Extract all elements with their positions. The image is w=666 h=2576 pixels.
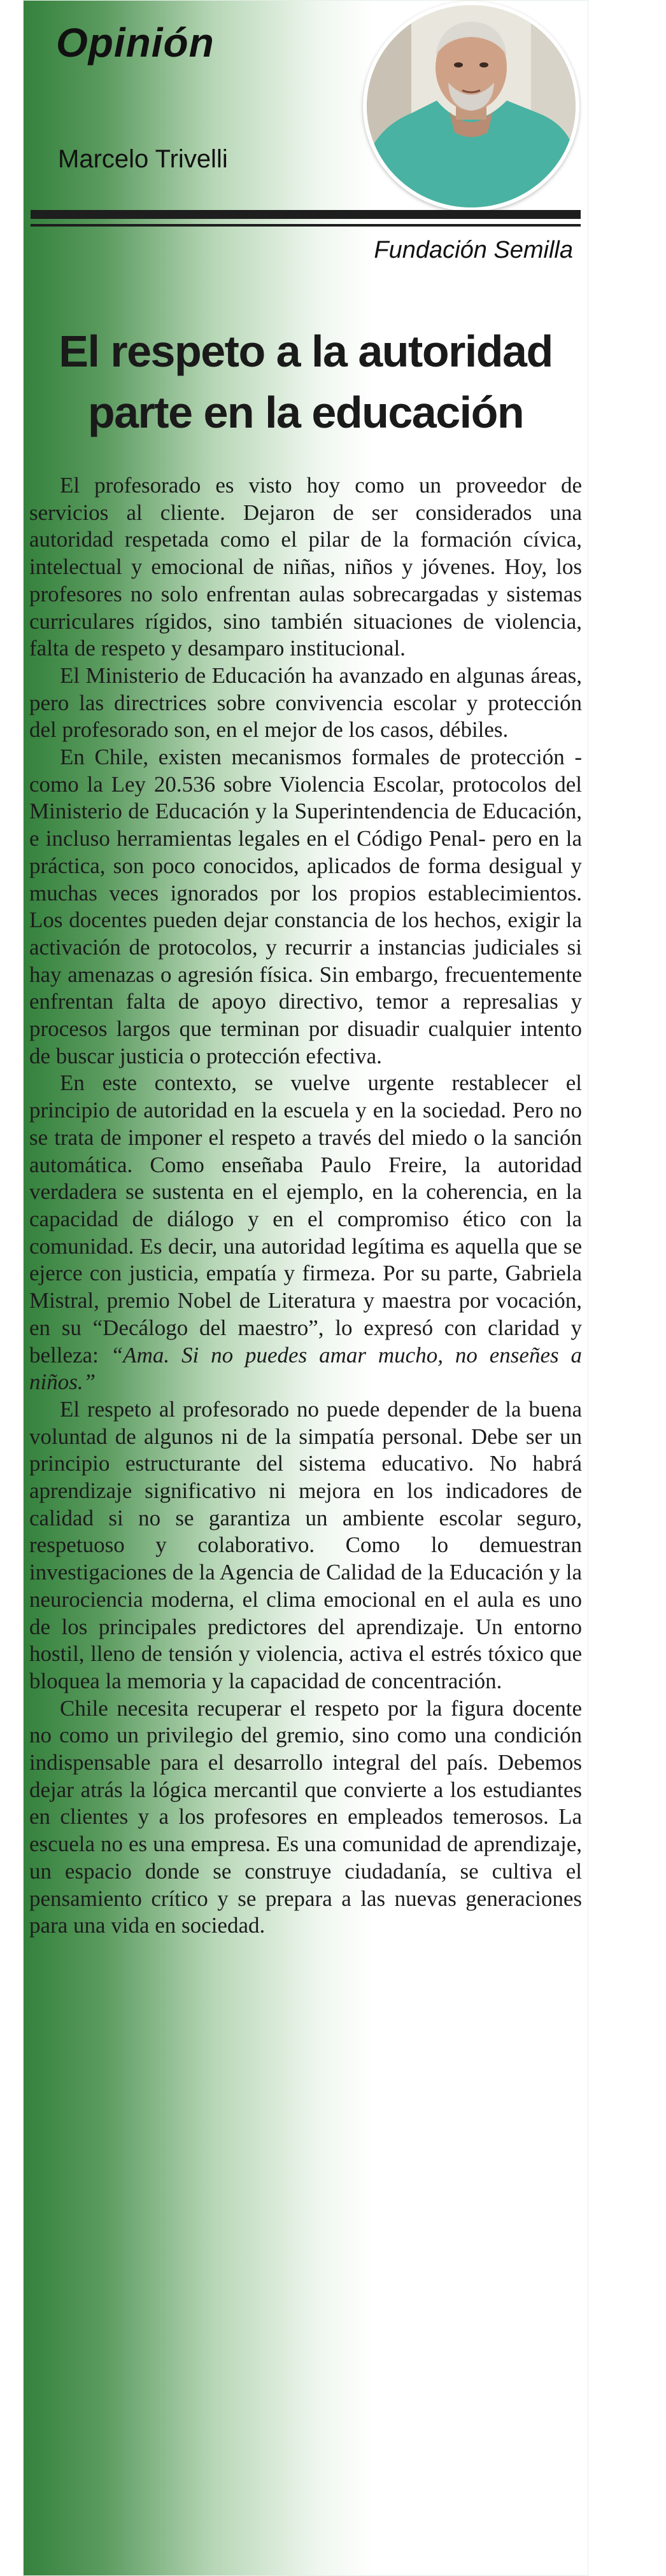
- header-divider: [31, 210, 581, 227]
- paragraph-5: El respeto al profesorado no puede depender de la buena voluntad de algunos ni de la simpatía personal. Debe ser un principio estructurante del sistema educativo. No habrá aprendizaje significativo ni mejora en los indicadores de calidad si no se garantiza un ambiente escolar seguro, respetuoso y colaborativo. Como lo demuestran investigaciones de la Agencia de Calidad de la Educación y la neurociencia moderna, el clima emocional en el aula es uno de los principales predictores del aprendizaje. Un entorno hostil, lleno de tensión y violencia, activa el estrés tóxico que bloquea la memoria y la capacidad de concentración.: [29, 1396, 582, 1693]
- organization-name: Fundación Semilla: [374, 237, 573, 263]
- opinion-header: [23, 0, 588, 280]
- divider-thick: [31, 210, 581, 219]
- title-line-1: El respeto a la autoridad: [59, 326, 553, 376]
- title-line-2: parte en la educación: [87, 388, 524, 437]
- paragraph-4-text: En este contexto, se vuelve urgente restablecer el principio de autoridad en la escuela y en la sociedad. Pero no se trata de imponer el respeto a través del miedo o la sanción automática. Como enseñaba Paulo Freire, la autoridad verdadera se sustenta en el ejemplo, en la coherencia, en la capacidad de diálogo y en el compromiso ético con la comunidad. Es decir, una autoridad legítima es aquella que se ejerce con justicia, empatía y firmeza. Por su parte, Gabriela Mistral, premio Nobel de Literatura y maestra por vocación, en su “Decálogo del maestro”, lo expresó con claridad y belleza:: [29, 1070, 582, 1368]
- article-title: [23, 321, 588, 443]
- paragraph-4: [29, 1070, 582, 1396]
- divider-thin: [31, 224, 581, 227]
- paragraph-1: El profesorado es visto hoy como un proveedor de servicios al cliente. Dejaron de ser considerados una autoridad respetada como el pilar de la formación cívica, intelectual y emocional de niñas, niños y jóvenes. Hoy, los profesores no solo enfrentan aulas sobrecargadas y sistemas curriculares rígidos, sino también situaciones de violencia, falta de respeto y desamparo institucional.: [29, 473, 582, 661]
- mistral-quote: “Ama. Si no puedes amar mucho, no enseñes a niños.”: [29, 1342, 583, 1395]
- section-label: Opinión: [56, 20, 215, 66]
- author-portrait-icon: [367, 5, 576, 207]
- paragraph-2: El Ministerio de Educación ha avanzado en algunas áreas, pero las directrices sobre convivencia escolar y protección del profesorado son, en el mejor de los casos, débiles.: [29, 662, 582, 743]
- paragraph-6: Chile necesita recuperar el respeto por la figura docente no como un privilegio del gremio, sino como una condición indispensable para el desarrollo integral del país. Debemos dejar atrás la lógica mercantil que convierte a los estudiantes en clientes y a los profesores en empleados temerosos. La escuela no es una empresa. Es una comunidad de aprendizaje, un espacio donde se construye ciudadanía, se cultiva el pensamiento crítico y se prepara a las nuevas generaciones para una vida en sociedad.: [29, 1695, 582, 1938]
- author-name: Marcelo Trivelli: [58, 145, 228, 173]
- article-body: [29, 472, 582, 1940]
- paragraph-3: En Chile, existen mecanismos formales de protección -como la Ley 20.536 sobre Violencia Escolar, protocolos del Ministerio de Educación y la Superintendencia de Educación, e incluso herramientas legales en el Código Penal- pero en la práctica, son poco conocidos, aplicados de forma desigual y muchas veces ignorados por los propios establecimientos. Los docentes pueden dejar constancia de los hechos, exigir la activación de protocolos, y recurrir a instancias judiciales si hay amenazas o agresión física. Sin embargo, frecuentemente enfrentan falta de apoyo directivo, temor a represalias y procesos largos que terminan por disuadir cualquier intento de buscar justicia o protección efectiva.: [29, 745, 582, 1068]
- author-portrait: [363, 1, 579, 211]
